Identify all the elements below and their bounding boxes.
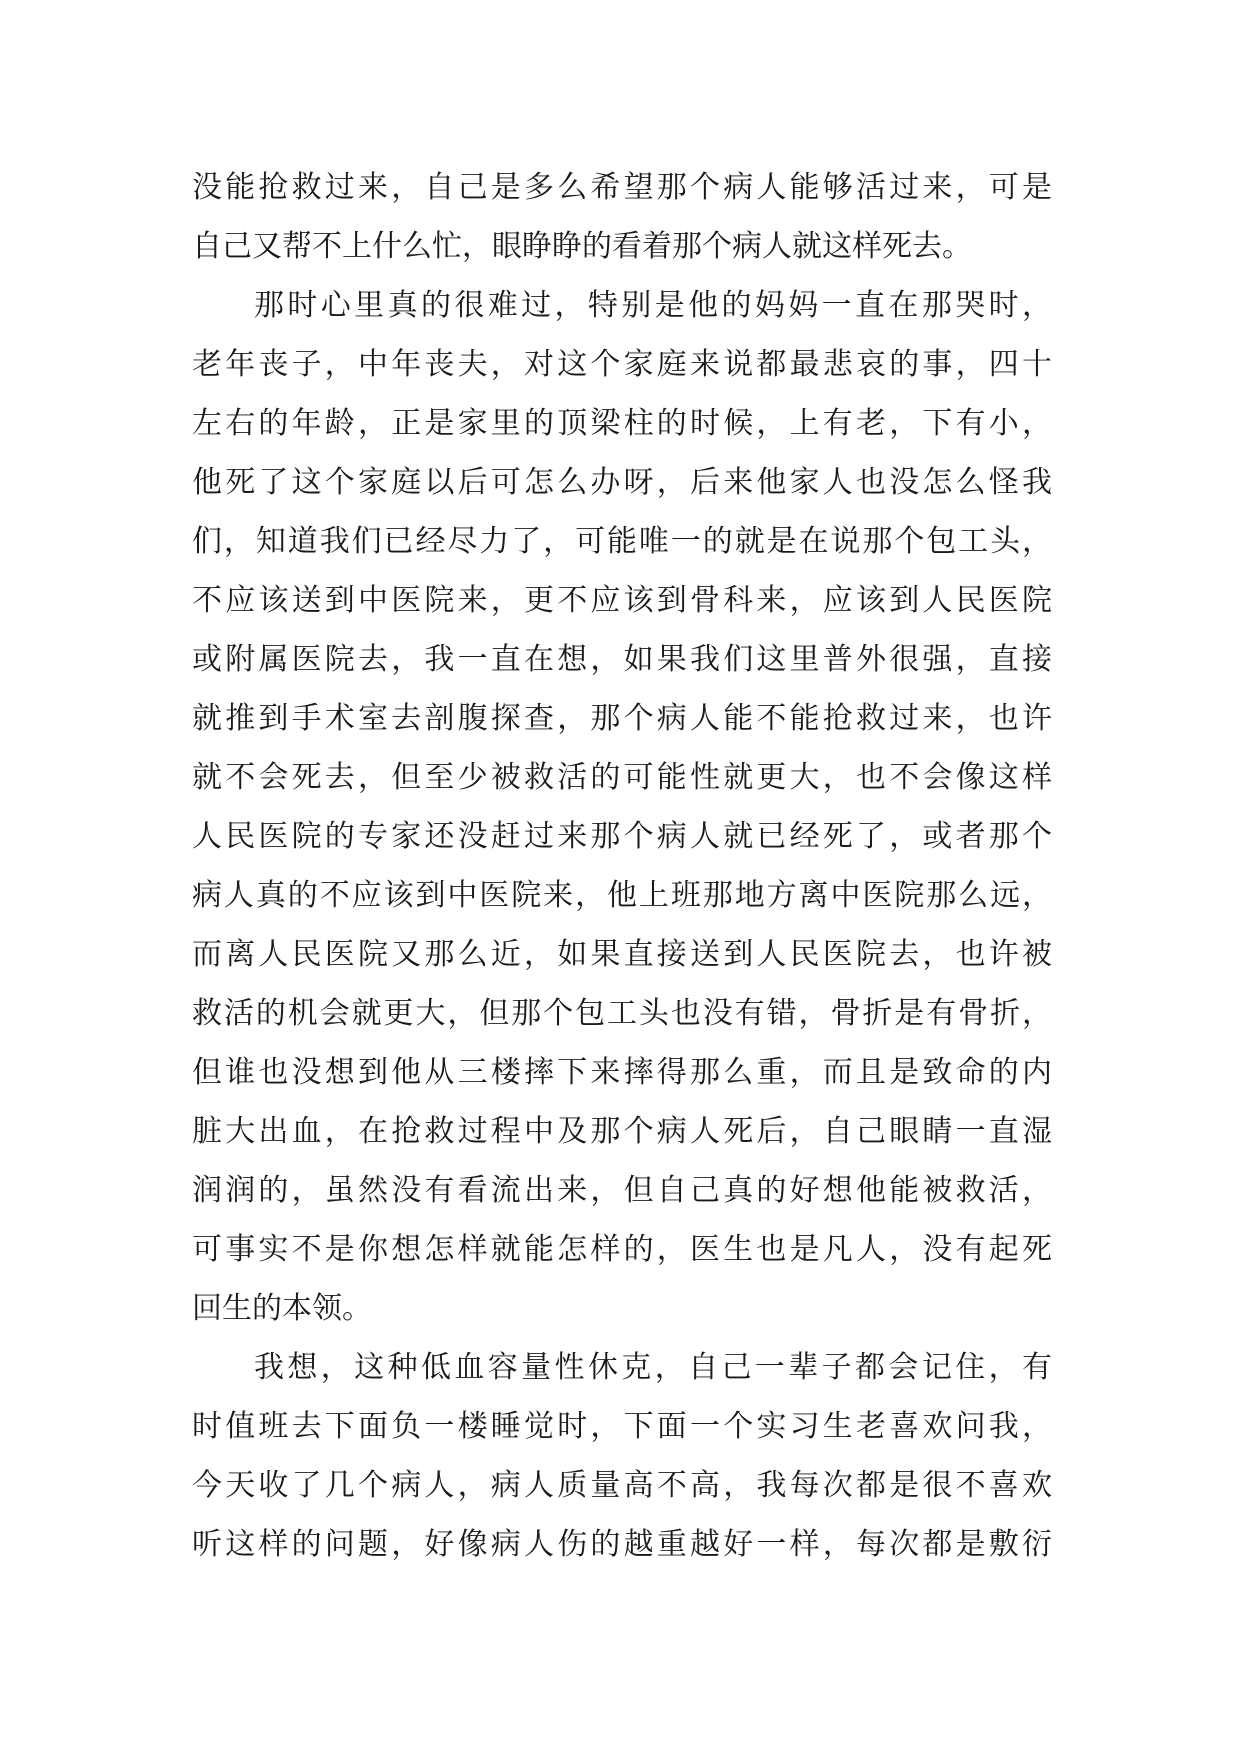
- text-line: 病人真的不应该到中医院来，他上班那地方离中医院那么远，: [192, 878, 1052, 913]
- paragraph-first-line: 我想，这种低血容量性休克，自己一辈子都会记住，有: [254, 1350, 1052, 1385]
- text-line: 不应该送到中医院来，更不应该到骨科来，应该到人民医院: [192, 583, 1052, 618]
- text-line: 脏大出血，在抢救过程中及那个病人死后，自己眼睛一直湿: [192, 1114, 1052, 1149]
- text-line: 自己又帮不上什么忙，眼睁睁的看着那个病人就这样死去。: [192, 229, 972, 264]
- text-line: 老年丧子，中年丧夫，对这个家庭来说都最悲哀的事，四十: [192, 347, 1052, 382]
- text-line: 他死了这个家庭以后可怎么办呀，后来他家人也没怎么怪我: [192, 465, 1052, 500]
- text-line: 听这样的问题，好像病人伤的越重越好一样，每次都是敷衍: [192, 1527, 1052, 1562]
- text-line: 们，知道我们已经尽力了，可能唯一的就是在说那个包工头，: [192, 524, 1052, 559]
- text-line: 人民医院的专家还没赶过来那个病人就已经死了，或者那个: [192, 819, 1052, 854]
- text-line: 今天收了几个病人，病人质量高不高，我每次都是很不喜欢: [192, 1468, 1052, 1503]
- text-line: 可事实不是你想怎样就能怎样的，医生也是凡人，没有起死: [192, 1232, 1052, 1267]
- text-line: 而离人民医院又那么近，如果直接送到人民医院去，也许被: [192, 937, 1052, 972]
- text-line: 没能抢救过来，自己是多么希望那个病人能够活过来，可是: [192, 170, 1052, 205]
- paragraph-first-line: 那时心里真的很难过，特别是他的妈妈一直在那哭时，: [254, 288, 1052, 323]
- text-line: 就推到手术室去剖腹探查，那个病人能不能抢救过来，也许: [192, 701, 1052, 736]
- text-line: 就不会死去，但至少被救活的可能性就更大，也不会像这样: [192, 760, 1052, 795]
- text-line: 左右的年龄，正是家里的顶梁柱的时候，上有老，下有小，: [192, 406, 1052, 441]
- text-line: 救活的机会就更大，但那个包工头也没有错，骨折是有骨折，: [192, 996, 1052, 1031]
- text-line: 润润的，虽然没有看流出来，但自己真的好想他能被救活，: [192, 1173, 1052, 1208]
- text-line: 但谁也没想到他从三楼摔下来摔得那么重，而且是致命的内: [192, 1055, 1052, 1090]
- text-line: 回生的本领。: [192, 1291, 372, 1326]
- text-line: 时值班去下面负一楼睡觉时，下面一个实习生老喜欢问我，: [192, 1409, 1052, 1444]
- text-line: 或附属医院去，我一直在想，如果我们这里普外很强，直接: [192, 642, 1052, 677]
- document-body: [192, 158, 1052, 1574]
